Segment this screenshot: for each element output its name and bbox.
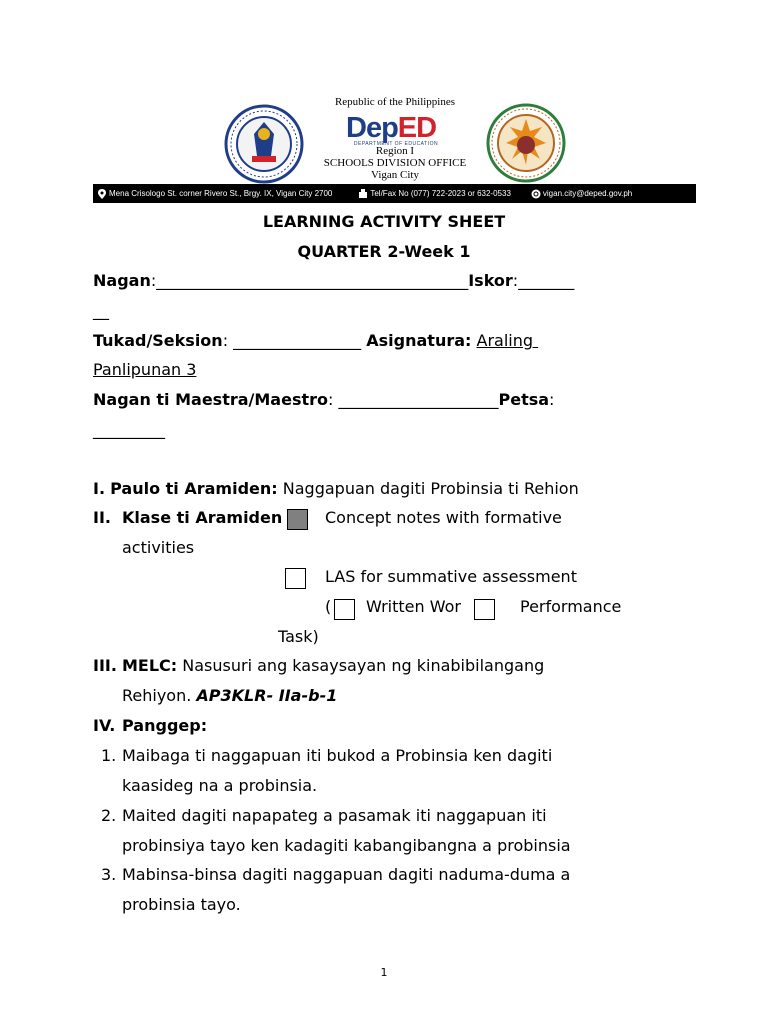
quarter-title: QUARTER 2-Week 1 (297, 242, 471, 261)
address-text: Mena Crisologo St. corner Rivero St., Brgy. IX, Vigan City 2700 (109, 189, 333, 198)
performance-task-label: Performance (520, 597, 622, 616)
performance-task-checkbox[interactable] (474, 599, 495, 620)
phone-item (358, 189, 511, 199)
iskor-line-wrap: __ (93, 301, 109, 320)
las-summative-label: LAS for summative assessment (325, 567, 577, 586)
nagan-line: :_______________________________________ (150, 271, 469, 290)
section-3 (122, 656, 544, 676)
asignatura-value: Araling (476, 331, 534, 350)
section-4-label: Panggep: (122, 716, 208, 735)
goal-3-text-wrap: probinsia tayo. (122, 895, 241, 914)
written-work-label: Written Wor (366, 597, 461, 616)
section-4-number: IV. (93, 716, 116, 735)
written-work-checkbox[interactable] (334, 599, 355, 620)
goal-3-number: 3. (101, 865, 117, 884)
section-1-label: Paulo ti Aramiden: (110, 479, 278, 498)
republic-text: Republic of the Philippines (334, 96, 456, 108)
asignatura-label: Asignatura: (366, 331, 472, 350)
location-pin-icon (97, 189, 107, 199)
goal-1-text: Maibaga ti naggapuan iti bukod a Probinsia ken dagiti (122, 746, 553, 765)
deped-logo-subtitle: DEPARTMENT OF EDUCATION (353, 141, 439, 147)
section-2-number: II. (93, 508, 111, 527)
tukad-line: : ________________ (222, 331, 362, 350)
tukad-field[interactable] (93, 331, 538, 351)
section-3-value: Nasusuri ang kasaysayan ng kinabibilangang (182, 656, 545, 675)
phone-text: Tel/Fax No (077) 722-2023 or 632-0533 (370, 189, 511, 198)
performance-task-label-wrap: Task) (278, 627, 319, 646)
goal-1-number: 1. (101, 746, 117, 765)
iskor-label: Iskor (468, 271, 513, 290)
section-1 (93, 479, 579, 499)
concept-notes-label: Concept notes with formative (325, 508, 562, 527)
division-text: SCHOOLS DIVISION OFFICE (323, 157, 467, 169)
sheet-title: LEARNING ACTIVITY SHEET (262, 212, 506, 231)
nagan-label: Nagan (93, 271, 151, 290)
tukad-label: Tukad/Seksion (93, 331, 223, 350)
page-number: 1 (380, 966, 388, 979)
section-2-label: Klase ti Aramiden (122, 508, 283, 527)
maestra-label: Nagan ti Maestra/Maestro (93, 390, 328, 409)
section-3-wrap (122, 686, 337, 706)
address-item (97, 189, 332, 199)
maestra-field[interactable] (93, 390, 554, 410)
maestra-line: : ____________________ (328, 390, 499, 409)
goal-1-text-wrap: kaasideg na a probinsia. (122, 776, 318, 795)
goal-2-number: 2. (101, 806, 117, 825)
goal-2-text-wrap: probinsiya tayo ken kadagiti kabangibangna a probinsia (122, 836, 571, 855)
contact-bar (93, 184, 696, 203)
vigan-city-seal-icon (486, 103, 566, 183)
concept-notes-checkbox[interactable] (287, 509, 308, 530)
nagan-field[interactable] (93, 271, 574, 291)
concept-notes-label-wrap: activities (122, 538, 195, 557)
deped-seal-icon (224, 104, 304, 184)
email-text: vigan.city@deped.gov.ph (542, 189, 633, 198)
region-text: Region I (375, 145, 415, 157)
section-3-value-wrap: Rehiyon. (122, 686, 192, 705)
goal-2-text: Maited dagiti napapateg a pasamak iti naggapuan iti (122, 806, 547, 825)
petsa-label: Petsa (498, 390, 550, 409)
email-icon (531, 189, 541, 199)
section-3-number: III. (93, 656, 117, 675)
iskor-line: :_______ (512, 271, 575, 290)
email-item (531, 189, 632, 199)
asignatura-value-wrap: Panlipunan 3 (93, 360, 197, 379)
paren-open: ( (325, 597, 332, 616)
section-1-value: Naggapuan dagiti Probinsia ti Rehion (282, 479, 579, 498)
petsa-line-wrap: _________ (93, 420, 165, 439)
melc-code: AP3KLR- IIa-b-1 (196, 686, 338, 705)
goal-3-text: Mabinsa-binsa dagiti naggapuan dagiti naduma-duma a (122, 865, 571, 884)
las-summative-checkbox[interactable] (285, 568, 306, 589)
deped-logo: DepED DEPARTMENT OF EDUCATION (346, 113, 446, 153)
petsa-colon: : (549, 390, 555, 409)
fax-icon (358, 189, 368, 199)
section-1-number: I. (93, 479, 106, 498)
city-text: Vigan City (371, 169, 419, 181)
section-3-label: MELC: (122, 656, 178, 675)
